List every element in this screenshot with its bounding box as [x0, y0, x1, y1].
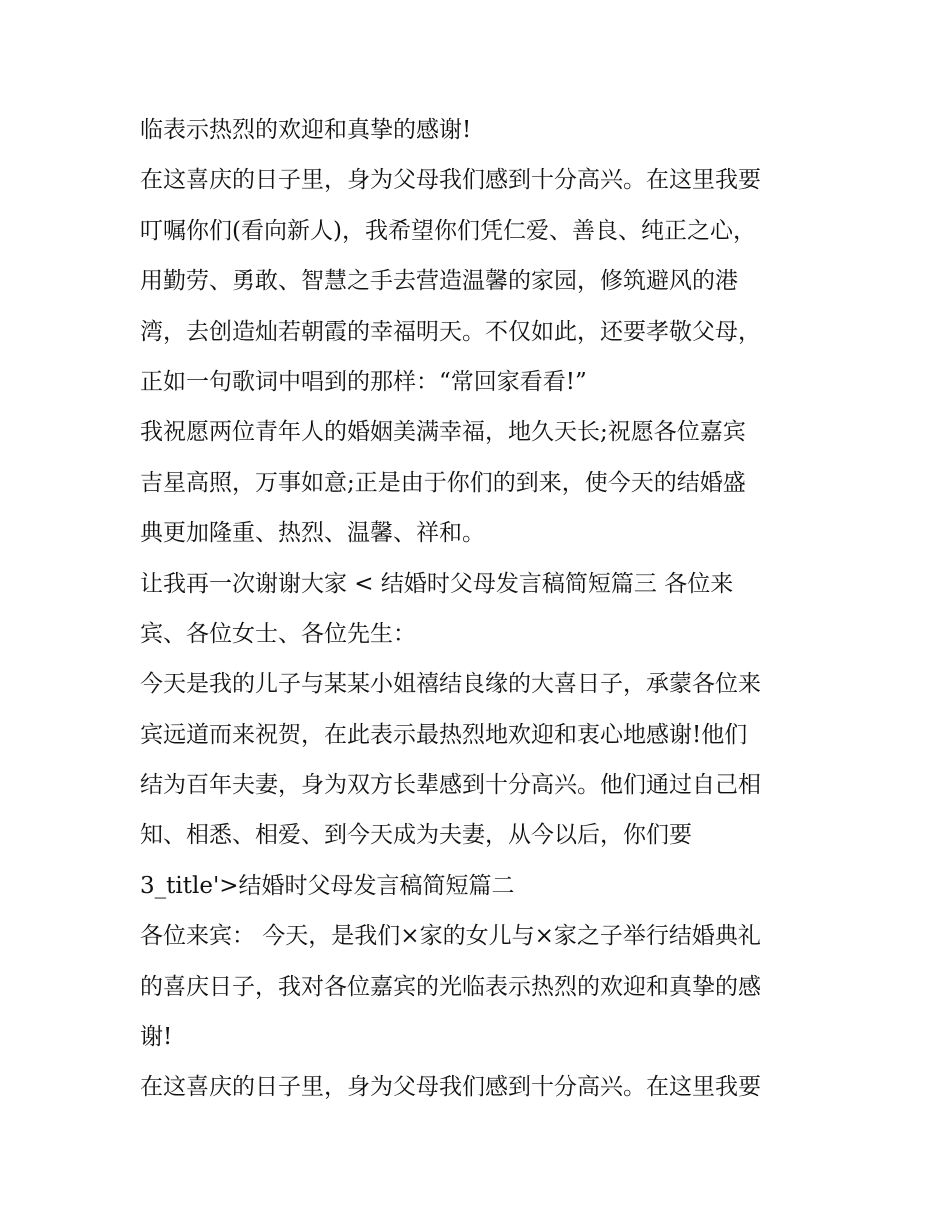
- text-line: 3_title'>结婚时父母发言稿简短篇二: [140, 872, 515, 899]
- text-line: 各位来宾： 今天，是我们×家的女儿与×家之子举行结婚典礼: [140, 923, 761, 950]
- text-line: 在这喜庆的日子里，身为父母我们感到十分高兴。在这里我要: [140, 1074, 761, 1101]
- text-line: 用勤劳、勇敢、智慧之手去营造温馨的家园，修筑避风的港: [140, 268, 738, 295]
- text-line: 结为百年夫妻，身为双方长辈感到十分高兴。他们通过自己相: [140, 772, 761, 799]
- body-text: [140, 105, 820, 1113]
- text-line: 在这喜庆的日子里，身为父母我们感到十分高兴。在这里我要: [140, 167, 761, 194]
- text-line: 典更加隆重、热烈、温馨、祥和。: [140, 520, 485, 547]
- text-line: 正如一句歌词中唱到的那样：“常回家看看!”: [140, 368, 587, 395]
- text-line: 的喜庆日子，我对各位嘉宾的光临表示热烈的欢迎和真挚的感: [140, 973, 761, 1000]
- text-line: 让我再一次谢谢大家 < 结婚时父母发言稿简短篇三 各位来: [140, 570, 734, 597]
- text-line: 今天是我的儿子与某某小姐禧结良缘的大喜日子，承蒙各位来: [140, 671, 761, 698]
- text-line: 湾，去创造灿若朝霞的幸福明天。不仅如此，还要孝敬父母，: [140, 318, 761, 345]
- text-line: 我祝愿两位青年人的婚姻美满幸福，地久天长;祝愿各位嘉宾: [140, 419, 746, 446]
- text-line: 吉星高照，万事如意;正是由于你们的到来，使今天的结婚盛: [140, 469, 746, 496]
- text-line: 知、相悉、相爱、到今天成为夫妻，从今以后，你们要: [140, 822, 692, 849]
- text-line: 宾、各位女士、各位先生：: [140, 620, 416, 647]
- text-line: 临表示热烈的欢迎和真挚的感谢!: [140, 117, 472, 143]
- text-line: 宾远道而来祝贺，在此表示最热烈地欢迎和衷心地感谢!他们: [140, 721, 748, 748]
- text-line: 叮嘱你们(看向新人)，我希望你们凭仁爱、善良、纯正之心，: [140, 217, 756, 244]
- text-line: 谢!: [140, 1024, 173, 1051]
